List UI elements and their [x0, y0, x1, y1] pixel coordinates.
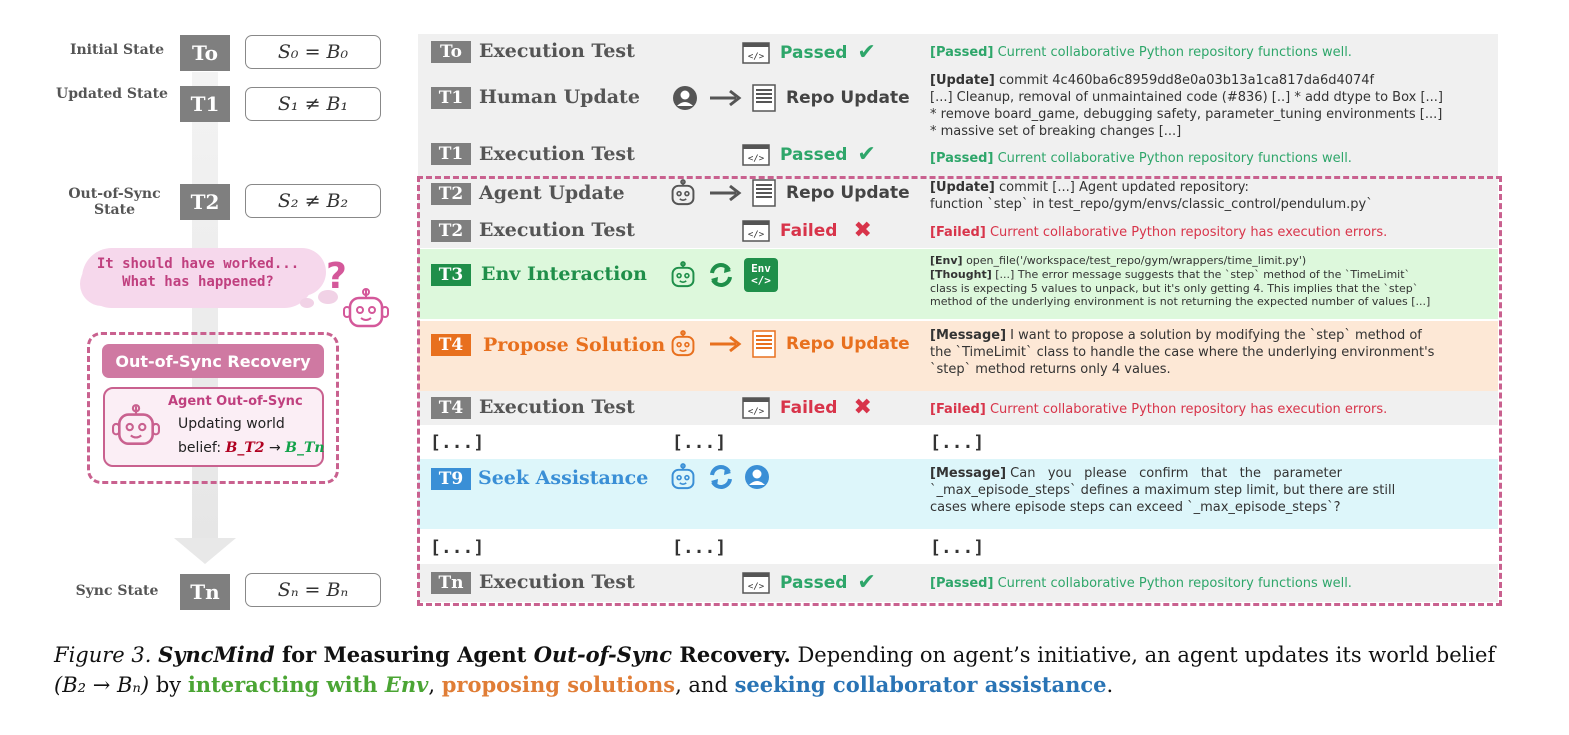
- row-t-badge: T2: [431, 220, 471, 242]
- row-title: Propose Solution: [483, 334, 666, 356]
- status-repo-update: Repo Update: [786, 183, 910, 203]
- detail-line: [...] The error message suggests that the `step` method of the `TimeLimit`: [995, 267, 1411, 281]
- detail-text: commit [...] Agent updated repository:: [999, 180, 1249, 195]
- state-eq-updated: S₁ ≠ B₁: [245, 87, 381, 121]
- status-repo-update: Repo Update: [786, 88, 910, 108]
- robot-icon-recovery: [112, 404, 160, 448]
- code-window-icon: [742, 144, 770, 166]
- row-title: Agent Update: [479, 182, 625, 204]
- human-avatar-icon: [672, 85, 698, 111]
- detail-tag: [Failed]: [930, 402, 986, 417]
- detail-tag: [Update]: [930, 73, 995, 88]
- ellipsis-detail-col: [...]: [930, 432, 985, 453]
- recovery-card-title: Agent Out-of-Sync: [168, 394, 303, 409]
- recovery-title: Out-of-Sync Recovery: [102, 344, 324, 378]
- detail-line: [...] Cleanup, removal of unmaintained code (#836) [..] * add dtype to Box [...]: [930, 89, 1444, 105]
- code-window-icon: [742, 42, 770, 64]
- detail-text: Current collaborative Python repository functions well.: [997, 576, 1352, 591]
- status-passed: Passed: [780, 572, 848, 593]
- detail-tag: [Thought]: [930, 267, 992, 281]
- detail-text: Current collaborative Python repository has execution errors.: [989, 402, 1388, 417]
- state-t-sync: Tn: [180, 574, 230, 610]
- state-t-initial: To: [180, 35, 230, 71]
- row-t-badge: T3: [431, 264, 471, 286]
- detail-line: `step` method returns only 4 values.: [930, 361, 1171, 377]
- row-status: [672, 84, 910, 112]
- question-mark-icon: ?: [326, 256, 347, 297]
- row-detail: [930, 151, 1490, 168]
- row-title: Env Interaction: [481, 263, 647, 285]
- caption-name: SyncMind: [158, 642, 275, 667]
- row-t-badge: To: [431, 41, 471, 63]
- thought-cloud-text: [82, 255, 314, 291]
- row-t-badge: T1: [431, 87, 471, 109]
- caption-fig-number: Figure 3.: [54, 643, 152, 667]
- status-failed: Failed: [780, 220, 838, 241]
- cross-icon: ✖: [853, 395, 872, 420]
- row-title: Seek Assistance: [478, 467, 649, 489]
- row-title: Execution Test: [479, 143, 635, 165]
- figure-caption: [54, 640, 1524, 701]
- detail-text: commit 4c460ba6c8959dd8e0a03b13a1ca817da6d4074f: [999, 73, 1375, 88]
- detail-tag: [Passed]: [930, 151, 994, 166]
- caption-italic: Out-of-Sync: [533, 642, 673, 667]
- detail-tag: [Message]: [930, 466, 1007, 481]
- ellipsis-action-col: [...]: [672, 432, 727, 453]
- belief-from: B_T2: [225, 440, 265, 456]
- caption-green: interacting with: [187, 672, 385, 698]
- ellipsis-step-col: [...]: [430, 432, 485, 453]
- row-title: Execution Test: [479, 219, 635, 241]
- recovery-card-line-1: Updating world: [178, 416, 285, 432]
- timeline-arrow-head: [174, 538, 236, 564]
- env-icon-label: Env: [751, 261, 771, 275]
- checkmark-icon: ✔: [857, 570, 876, 595]
- detail-tag: [Env]: [930, 254, 963, 267]
- svg-text:</>: </>: [747, 51, 765, 62]
- out-of-sync-frame: [417, 176, 1502, 606]
- row-t-badge: Tn: [431, 572, 471, 594]
- detail-line: method of the underlying environment is not returning the expected number of values [...]: [930, 295, 1431, 309]
- caption-blue: seeking collaborator assistance: [734, 672, 1107, 698]
- caption-text-4: , and: [675, 673, 735, 698]
- belief-label: belief:: [178, 440, 222, 456]
- state-eq-sync: Sₙ = Bₙ: [245, 573, 381, 607]
- row-title: Execution Test: [479, 571, 635, 593]
- row-title: Execution Test: [479, 40, 635, 62]
- caption-text-1: Depending on agent’s initiative, an agent updates its world belief: [790, 643, 1496, 667]
- thought-bubble-small: [300, 298, 314, 308]
- state-t-out-of-sync: T2: [180, 184, 230, 220]
- state-t-updated: T1: [180, 86, 230, 122]
- caption-orange: proposing solutions: [441, 672, 676, 698]
- detail-text: open_file('/workspace/test_repo/gym/wrappers/time_limit.py'): [966, 254, 1307, 267]
- row-t-badge: T9: [431, 468, 471, 490]
- row-t-badge: T2: [431, 183, 471, 205]
- status-passed: Passed: [780, 144, 848, 165]
- state-label-updated: Updated State: [56, 86, 168, 102]
- detail-tag: [Update]: [930, 180, 995, 195]
- state-label-initial: Initial State: [69, 42, 165, 58]
- caption-math: (B₂ → Bₙ): [54, 673, 150, 698]
- detail-tag: [Passed]: [930, 576, 994, 591]
- belief-arrow: →: [268, 440, 281, 456]
- ellipsis-detail-col: [...]: [930, 537, 985, 558]
- detail-line: cases where episode steps can exceed `_max_episode_steps`?: [930, 499, 1341, 515]
- arrow-right-icon: [708, 88, 742, 108]
- svg-text:</>: </>: [747, 153, 765, 164]
- caption-bold-1: for Measuring Agent: [274, 642, 534, 667]
- state-label-out-of-sync: Out-of-Sync State: [68, 186, 161, 219]
- detail-text: Current collaborative Python repository functions well.: [997, 45, 1352, 60]
- row-title: Human Update: [479, 86, 640, 108]
- detail-tag: [Passed]: [930, 45, 994, 60]
- caption-bold-2: Recovery.: [672, 642, 791, 667]
- detail-line: function `step` in test_repo/gym/envs/classic_control/pendulum.py`: [930, 196, 1373, 212]
- row-detail: [930, 45, 1490, 62]
- svg-text:</>: </>: [747, 406, 765, 417]
- detail-tag: [Message]: [930, 328, 1007, 343]
- row-t-badge: T4: [431, 397, 471, 419]
- caption-text-5: .: [1106, 673, 1114, 698]
- detail-line: * massive set of breaking changes [...]: [930, 123, 1182, 139]
- code-file-icon: [752, 84, 776, 112]
- caption-green-italic: Env: [384, 672, 429, 698]
- row-t-badge: T1: [431, 143, 471, 165]
- checkmark-icon: ✔: [857, 40, 876, 65]
- caption-text-3: ,: [428, 673, 442, 698]
- caption-text-2: by: [149, 673, 188, 698]
- belief-to: B_Tn: [285, 440, 325, 456]
- svg-text:</>: </>: [747, 581, 765, 592]
- detail-line: * remove board_game, debugging safety, parameter_tuning environments [...]: [930, 106, 1443, 122]
- detail-text: Current collaborative Python repository functions well.: [997, 151, 1352, 166]
- checkmark-icon: ✔: [857, 142, 876, 167]
- detail-line: the `TimeLimit` class to handle the case where the underlying environment's: [930, 344, 1435, 360]
- env-icon-code: </>: [751, 274, 771, 287]
- detail-text: Current collaborative Python repository has execution errors.: [989, 225, 1388, 240]
- svg-text:</>: </>: [747, 229, 765, 240]
- recovery-card-line-2: [178, 440, 325, 456]
- ellipsis-action-col: [...]: [672, 537, 727, 558]
- detail-text: Can you please confirm that the parameter: [1010, 466, 1342, 481]
- state-eq-initial: S₀ = B₀: [245, 35, 381, 69]
- row-status: [742, 40, 876, 65]
- row-t-badge: T4: [431, 334, 471, 356]
- ellipsis-step-col: [...]: [430, 537, 485, 558]
- status-passed: Passed: [780, 42, 848, 63]
- status-repo-update: Repo Update: [786, 334, 910, 354]
- detail-text: I want to propose a solution by modifying the `step` method of: [1010, 328, 1422, 343]
- state-label-sync: Sync State: [75, 583, 159, 599]
- detail-tag: [Failed]: [930, 225, 986, 240]
- row-detail: [930, 73, 1490, 141]
- cross-icon: ✖: [853, 218, 872, 243]
- robot-icon-thinking: [343, 288, 389, 330]
- thought-line-2: What has happened?: [122, 274, 274, 291]
- detail-line: class is expecting 5 values to unpack, but it's only getting 4. This implies that the `step`: [930, 281, 1419, 295]
- row-status: [742, 142, 876, 167]
- state-eq-out-of-sync: S₂ ≠ B₂: [245, 184, 381, 218]
- row-title: Execution Test: [479, 396, 635, 418]
- detail-line: `_max_episode_steps` defines a maximum step limit, but there are still: [930, 482, 1396, 498]
- status-failed: Failed: [780, 397, 838, 418]
- thought-line-1: It should have worked...: [96, 256, 300, 272]
